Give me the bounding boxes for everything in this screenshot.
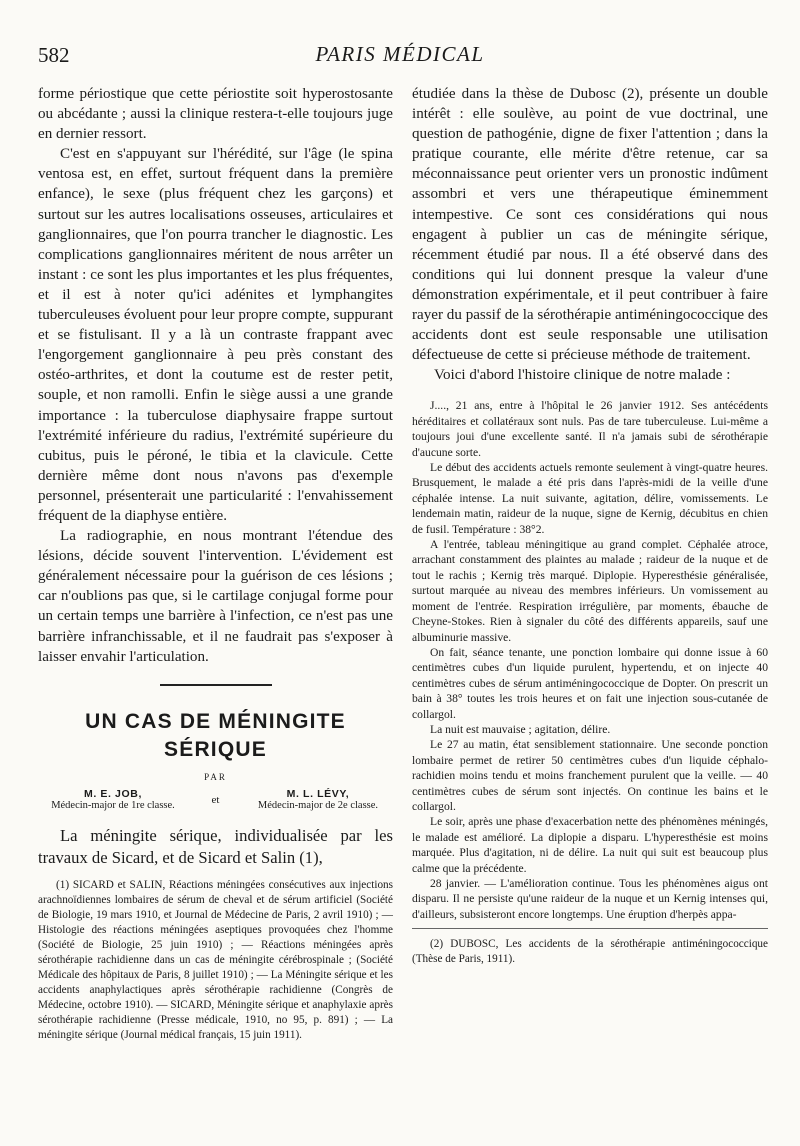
- observation-paragraph: A l'entrée, tableau méningitique au grand complet. Céphalée atroce, arrachant constamment des plaintes au malade ; raideur de la nuque et de tout le rachis ; Kernig très marqué. Diplopie. Hyperesthésie généralisée, surtout marquée au niveau des membres inférieurs. Un vomissement au moment de l'entrée. Respiration irrégulière, par moments, ébauche de Cheyne-Stokes. Rien à signaler du côté des différents appareils, sauf une albuminurie massive.: [412, 538, 768, 644]
- page-header: [0, 0, 800, 80]
- observation-paragraph: Le soir, après une phase d'exacerbation nette des phénomènes méningés, le malade est amélioré. La diplopie a disparu. L'hyperesthésie est moins marquée. Plus d'agitation, ni de délire. La nuit qui suit est beaucoup plus calme que la précédente.: [412, 815, 768, 875]
- body-paragraph: La radiographie, en nous montrant l'étendue des lésions, décide souvent l'intervention. L'évidement est généralement nécessaire pour la guérison de ces lésions ; car n'oublions pas que, si le cartilage conjugal forme pour un certain temps une barrière à l'infection, ce n'est pas une barrière infranchissable, et il ne faudrait pas s'exposer à laisser envahir l'articulation.: [38, 528, 393, 665]
- article-title-line: UN CAS DE MÉNINGITE: [85, 709, 346, 733]
- running-title: PARIS MÉDICAL: [315, 42, 485, 66]
- author-rank: Médecin-major de 2e classe.: [257, 799, 379, 811]
- body-paragraph: étudiée dans la thèse de Dubosc (2), présente un double intérêt : elle soulève, au point de vue doctrinal, une question de pathogénie, digne de fixer l'attention ; dans la pratique courante, elle mérite d'être retenue, car sa méconnaissance peut orienter vers un pronostic indûment assombri et vers une thérapeutique éminemment intempestive. Ce sont ces considérations qui nous engagent à publier un cas de méningite sérique, récemment étudié par nous. Il a été observé dans des conditions qui lui donnent presque la valeur d'une démonstration expérimentale, et il peut contribuer à faire rayer du passif de la sérothérapie antiméningococcique des accidents dont est seule responsable une utilisation défectueuse de cette si précieuse méthode de traitement.: [412, 86, 768, 364]
- body-paragraph: Voici d'abord l'histoire clinique de notre malade :: [434, 367, 731, 384]
- author-levy: [243, 788, 393, 811]
- authors: [38, 788, 393, 811]
- author-name: M. E. JOB,: [84, 787, 142, 800]
- article-intro: La méningite sérique, individualisée par les travaux de Sicard, et de Sicard et Salin (1),: [38, 825, 393, 867]
- left-column: [38, 84, 393, 1043]
- author-rank: Médecin-major de 1re classe.: [51, 799, 175, 811]
- observation-paragraph: 28 janvier. — L'amélioration continue. Tous les phénomènes aigus ont disparu. Il ne persiste qu'une raideur de la nuque et un Kernig intenses qui, d'ailleurs, subsisteront encore longtemps. Une éruption d'herpès appa-: [412, 877, 768, 921]
- byline-par: PAR: [204, 771, 227, 782]
- author-conjunction: et: [211, 793, 220, 806]
- observation-paragraph: La nuit est mauvaise ; agitation, délire.: [430, 722, 611, 736]
- section-divider: [160, 684, 272, 686]
- article-title: [38, 708, 393, 764]
- footnote-rule: [412, 928, 768, 929]
- observation-paragraph: J...., 21 ans, entre à l'hôpital le 26 janvier 1912. Ses antécédents héréditaires et collatéraux sont nuls. Pas de tare tuberculeuse. Lui-même a toujours joui d'une excellente santé. Il n'a jamais subi de sérothérapie d'aucune sorte.: [412, 399, 768, 459]
- observation-paragraph: On fait, séance tenante, une ponction lombaire qui donne issue à 60 centimètres cubes d'un liquide purulent, hypertendu, et on injecte 40 centimètres cubes de sérum antiméningococcique de Dopter. On prescrit un bain à 38° toutes les trois heures et on fait une injection sous-cutanée de collargol.: [412, 645, 768, 721]
- author-name: M. L. LÉVY,: [286, 787, 350, 800]
- article-title-line: SÉRIQUE: [164, 737, 267, 761]
- body-paragraph: forme périostique que cette périostite soit hyperostosante ou abcédante ; aussi la clinique restera-t-elle toujours juge en dernier ressort.: [38, 86, 393, 143]
- body-paragraph: C'est en s'appuyant sur l'hérédité, sur l'âge (le spina ventosa est, en effet, surtout fréquent dans la première enfance), le sexe (plus fréquent chez les garçons) et surtout sur les autres localisations osseuses, articulaires et ganglionnaires, que l'on pourra trancher le diagnostic. Les complications ganglionnaires méritent de nous arrêter un instant : ce sont les plus importantes et les plus fréquentes, et il est à noter qu'ici adénites et lymphangites tuberculeuses évoluent pour leur propre compte, suppurant et se fistulisant. Il y a là un contraste frappant avec l'engorgement ganglionnaire à peu près constant des ostéo-arthrites, et dont la coutume est de rester petit, souple, et non ramolli. Enfin le siège aussi a une grande importance : la tuberculose diaphysaire frappe surtout l'extrémité inférieure du radius, l'extrémité supérieure du cubitus, puis le péroné, le tibia et la clavicule. Cette dernière même dont nous n'avons pas d'exemple personnel, présenterait une particularité : l'envahissement fréquent de la diaphyse entière.: [38, 146, 394, 524]
- clinical-observation: [412, 398, 768, 922]
- observation-paragraph: Le 27 au matin, état sensiblement stationnaire. Une seconde ponction lombaire permet de retirer 50 centimètres cubes d'un liquide céphalo-rachidien moins tendu et moins franchement purulent que la veille. — 40 centimètres cubes de sérum sont injectés. On continue les bains et le collargol.: [412, 738, 768, 813]
- observation-paragraph: Le début des accidents actuels remonte seulement à vingt-quatre heures. Brusquement, le malade a été pris dans l'après-midi de la veille d'une céphalée intense. La nuit suivante, agitation, délire, vomissements. Le lendemain matin, raideur de la nuque, signe de Kernig, décubitus en chien de fusil. Température : 38°2.: [412, 461, 768, 536]
- footnote: (1) SICARD et SALIN, Réactions méningées consécutives aux injections arachnoïdiennes lombaires de sérum de cheval et de sérum artificiel (Société de Biologie, 19 mars 1910, et Journal de Médecine de Paris, 2 avril 1910) ; — Histologie des réactions méningées aseptiques provoquées chez l'homme (Société de Biologie, 25 juin 1910) ; — Réactions méningées après sérothérapie rachidienne dans un cas de méningite cérébrospinale ; (Société Médicale des hôpitaux de Paris, 8 juillet 1910) ; — La Méningite sérique et les accidents anaphylactiques après sérothérapie rachidienne (Congrès de Médecine, octobre 1910). — SICARD, Méningite sérique et anaphylaxie après sérothérapie rachidienne (Presse médicale, 1910, no 95, p. 891) ; — La méningite sérique (Journal médical français, 15 juin 1911).: [38, 878, 393, 1041]
- page-number: 582: [38, 43, 70, 67]
- author-job: [38, 788, 188, 811]
- right-column: [412, 84, 768, 967]
- footnote: (2) DUBOSC, Les accidents de la sérothérapie antiméningococcique (Thèse de Paris, 1911).: [412, 938, 768, 966]
